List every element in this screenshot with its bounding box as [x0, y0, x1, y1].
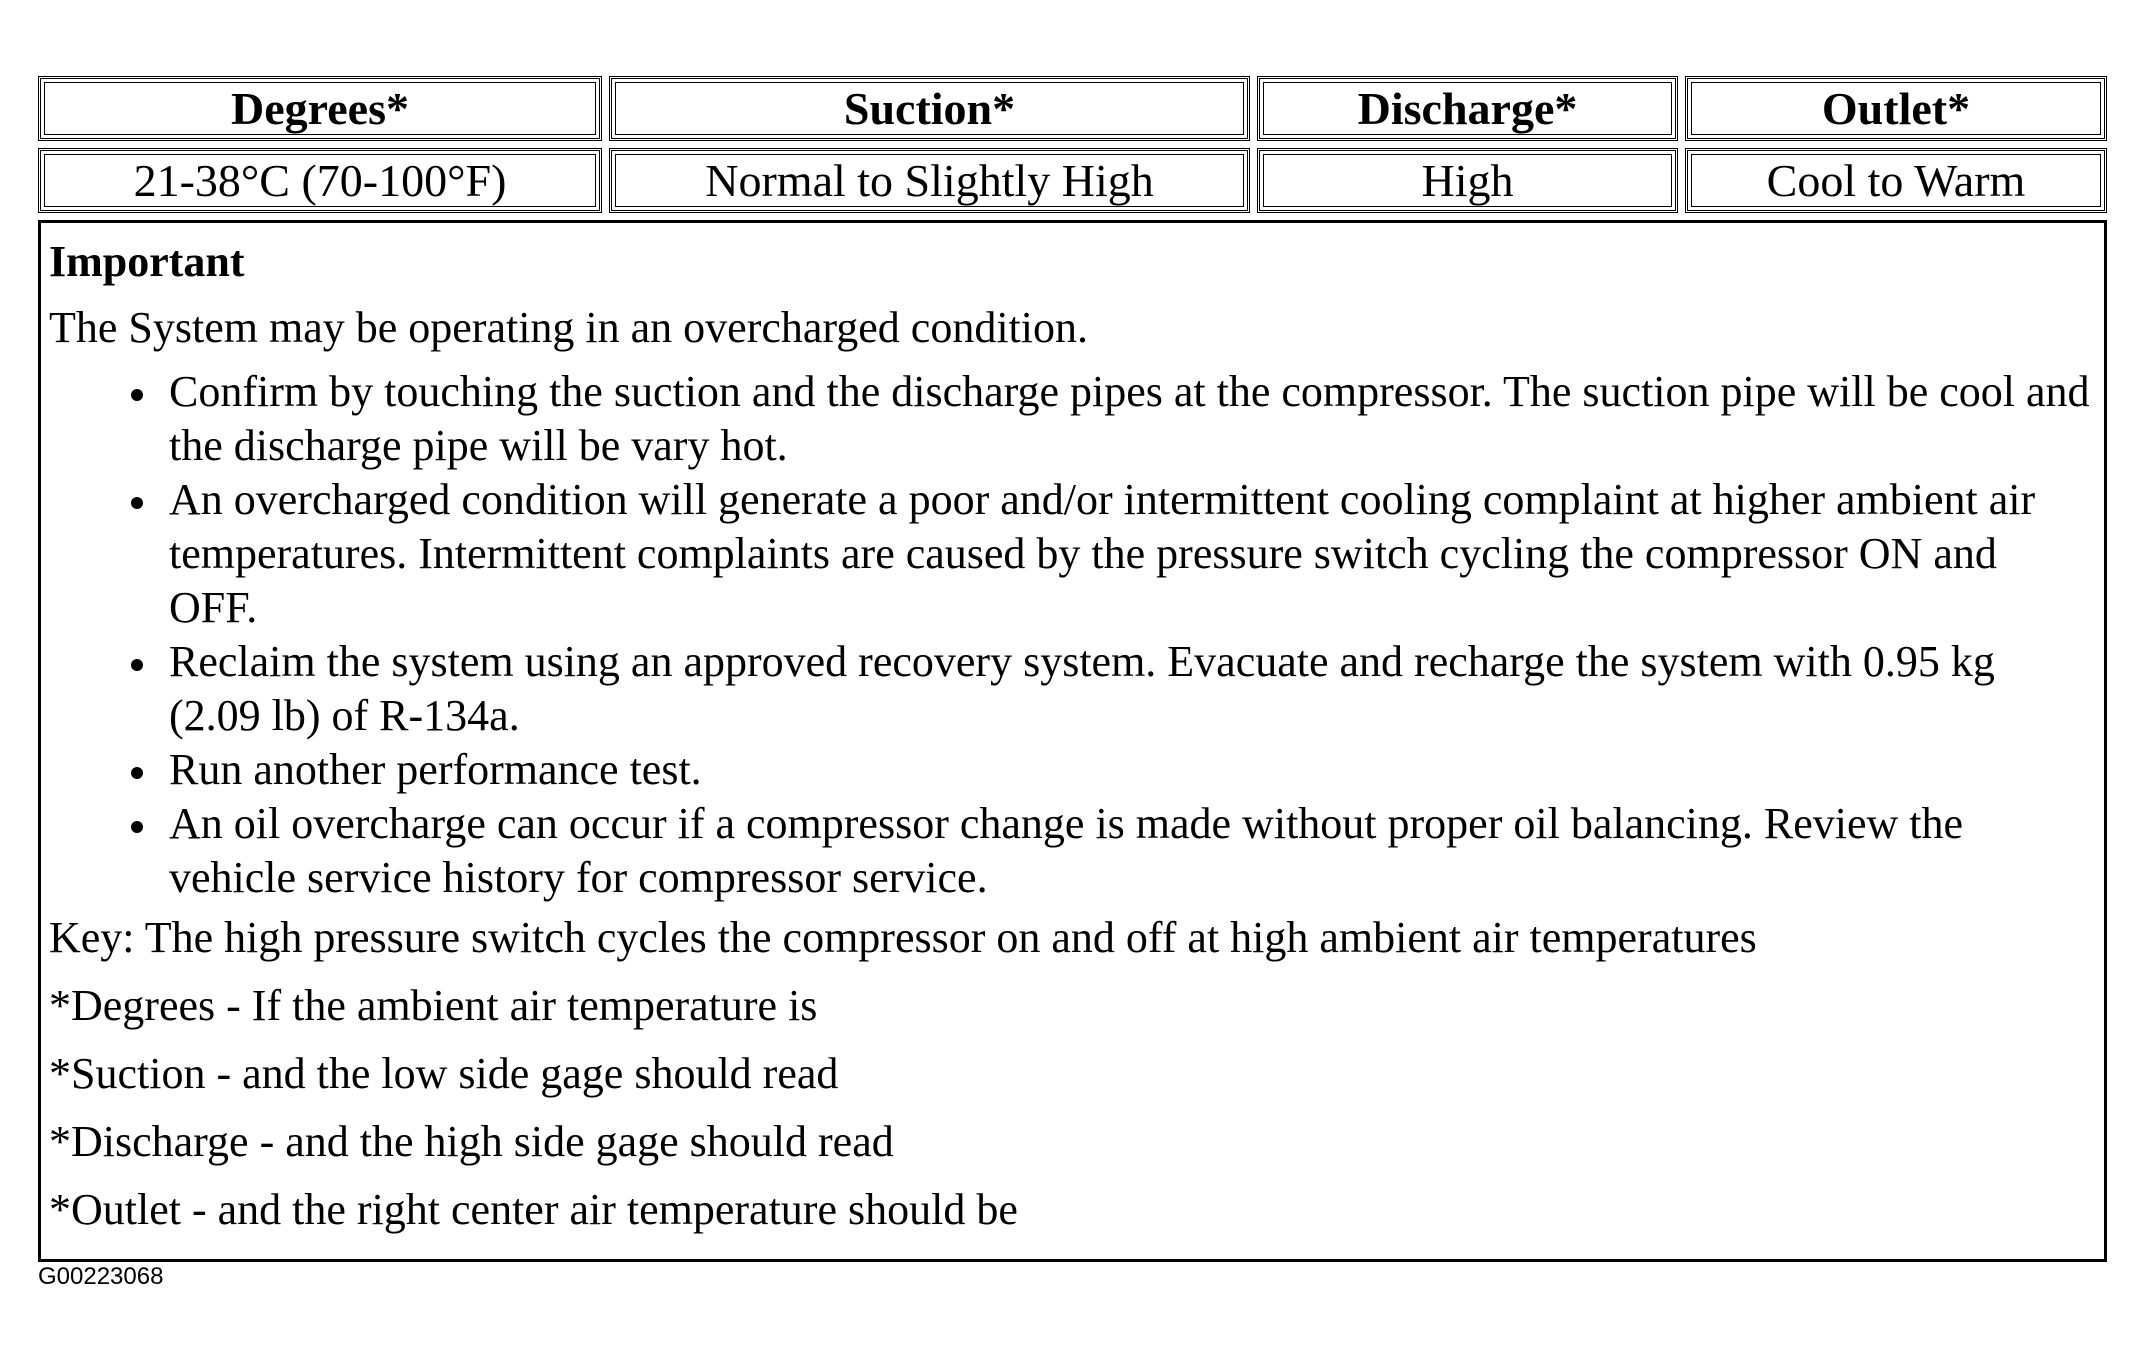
note-title: Important	[49, 237, 245, 286]
bullet-item: An overcharged condition will generate a poor and/or intermittent cooling complaint at higher ambient air temperatures. Intermittent complaints are caused by the pressure switch cycling the compressor ON and OFF.	[49, 473, 2096, 635]
bullet-item: Run another performance test.	[49, 743, 2096, 797]
table-value-row	[38, 148, 2107, 213]
note-intro: The System may be operating in an overcharged condition.	[49, 303, 1089, 352]
definition-outlet: *Outlet - and the right center air temperature should be	[49, 1185, 1018, 1234]
note-bullet-list	[49, 365, 2096, 905]
definition-degrees: *Degrees - If the ambient air temperature is	[49, 981, 818, 1030]
value-suction: Normal to Slightly High	[609, 148, 1250, 213]
key-line: Key: The high pressure switch cycles the compressor on and off at high ambient air temperatures	[49, 913, 1757, 962]
diagnostic-table	[38, 76, 2107, 1262]
definition-suction: *Suction - and the low side gage should read	[49, 1049, 839, 1098]
value-degrees: 21-38°C (70-100°F)	[38, 148, 602, 213]
value-outlet: Cool to Warm	[1685, 148, 2107, 213]
header-suction: Suction*	[609, 76, 1250, 141]
bullet-item: An oil overcharge can occur if a compressor change is made without proper oil balancing. Review the vehicle service history for compressor service.	[49, 797, 2096, 905]
header-degrees: Degrees*	[38, 76, 602, 141]
table-header-row	[38, 76, 2107, 141]
important-note-box	[38, 220, 2107, 1262]
bullet-item: Confirm by touching the suction and the discharge pipes at the compressor. The suction pipe will be cool and the discharge pipe will be vary hot.	[49, 365, 2096, 473]
bullet-item: Reclaim the system using an approved recovery system. Evacuate and recharge the system with 0.95 kg (2.09 lb) of R-134a.	[49, 635, 2096, 743]
header-discharge: Discharge*	[1257, 76, 1678, 141]
value-discharge: High	[1257, 148, 1678, 213]
definition-discharge: *Discharge - and the high side gage should read	[49, 1117, 894, 1166]
figure-id: G00223068	[38, 1263, 164, 1290]
header-outlet: Outlet*	[1685, 76, 2107, 141]
